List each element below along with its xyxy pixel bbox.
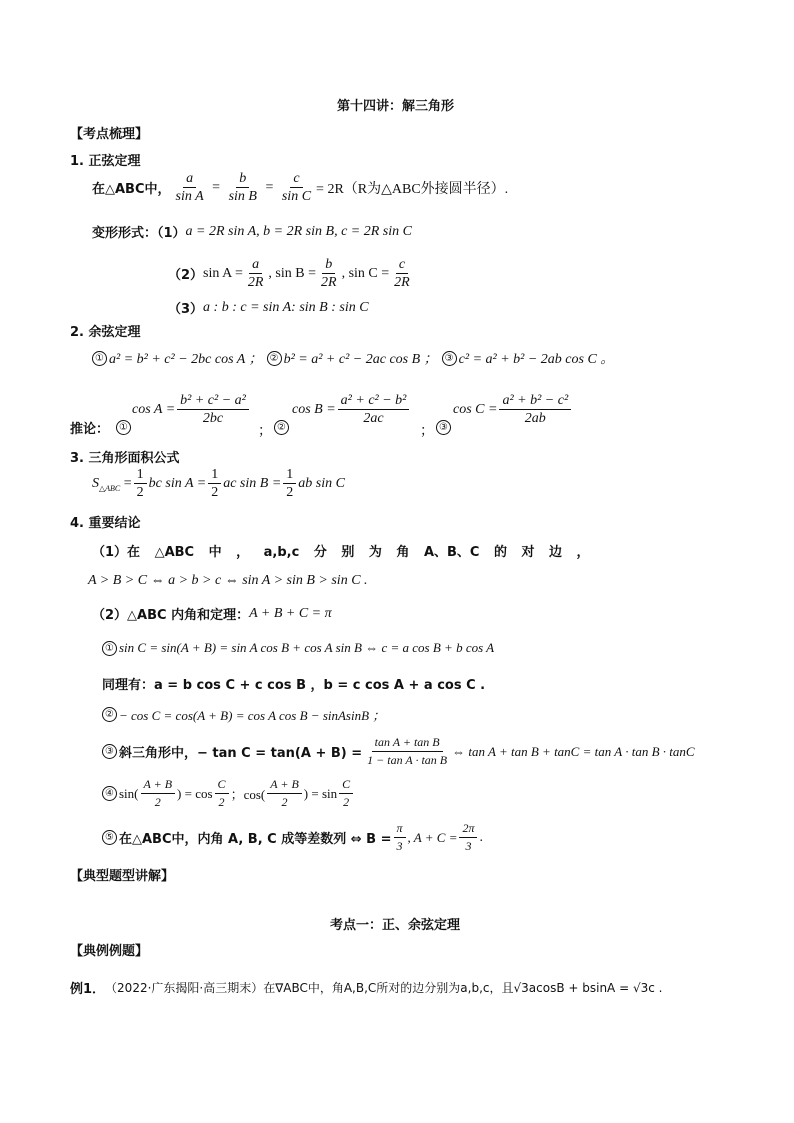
arithmetic-seq-end: . xyxy=(479,829,483,845)
variant-label: 变形形式：（1） xyxy=(92,226,186,241)
inference-label: 推论： xyxy=(70,422,110,437)
inference-1-lhs: cos A = xyxy=(132,401,176,417)
frac-den: 2 xyxy=(286,485,294,500)
circled-number: ② xyxy=(267,351,282,366)
half-angle-sin: ) = sin xyxy=(303,785,338,801)
half-angle-cos-open: ；cos( xyxy=(230,787,266,802)
frac-den: 2R xyxy=(247,275,264,290)
conclusion-1-line-1: （1）在 △ABC 中 ， a,b,c 分 别 为 角 A、B、C 的 对 边 ， xyxy=(92,545,590,560)
frac-num: π xyxy=(394,820,406,838)
heading-cosine-law: 2. 余弦定理 xyxy=(70,325,141,340)
circled-number: ④ xyxy=(102,786,117,801)
frac-den: 2bc xyxy=(202,411,224,426)
variant-2-sina: sin A = xyxy=(203,265,243,281)
cos-sum-formula: − cos C = cos(A + B) = cos A cos B − sinAsinB ； xyxy=(119,708,386,723)
example-1-text: （2022·广东揭阳·高三期末）在∇ABC中，角A,B,C所对的边分别为a,b,c，且√3acosB + bsinA = √3c . xyxy=(105,981,663,995)
variant-form-3 xyxy=(168,298,369,317)
conclusion-2-heading xyxy=(92,604,332,623)
conclusion-2-label: （2）△ABC 内角和定理： xyxy=(92,608,250,623)
frac-num: C xyxy=(339,776,353,794)
frac-num: a xyxy=(183,170,196,188)
page-title: 第十四讲：解三角形 xyxy=(337,99,455,114)
frac-num: 2π xyxy=(459,820,477,838)
frac-den: 2ab xyxy=(524,411,546,426)
section-heading-typical-problems: 【典型题型讲解】 xyxy=(70,869,175,884)
area-term-2: ac sin B = xyxy=(223,475,282,491)
area-subscript: △ABC xyxy=(99,484,121,493)
frac-num: b xyxy=(322,256,335,274)
sine-law-formula: 在△ABC中， $\frac{a}{\text{sin A}}$ = $\frac{b}{\text{sin B}}$ = $\frac{c}{\text{sin C}}$ = 2R（R为△ABC外接圆半径）. xyxy=(92,171,509,204)
example-1 xyxy=(70,978,662,997)
cosine-law-1: a² = b² + c² − 2bc cos A ； xyxy=(109,352,263,367)
conclusion-2-item-1 xyxy=(102,640,494,656)
frac-den: 2 xyxy=(154,795,161,809)
variant-1-formula: a = 2R sin A, b = 2R sin B, c = 2R sin C xyxy=(185,223,412,239)
frac-num: A + B xyxy=(141,776,176,794)
frac-den: 2 xyxy=(211,485,219,500)
frac-den: 3 xyxy=(396,839,403,853)
frac-den: 1 − tan A · tan B xyxy=(367,753,448,767)
conclusion-2-item-4 xyxy=(102,776,355,811)
circled-number: ① xyxy=(102,641,117,656)
circled-number: ③ xyxy=(102,744,117,759)
separator: ； xyxy=(258,423,272,439)
half-angle-cos: ) = cos xyxy=(177,785,213,801)
cosine-law-formulas xyxy=(92,348,614,368)
conclusion-1-line-2: A > B > C ⇔ a > b > c ⇔ sin A > sin B > sin C . xyxy=(88,573,368,588)
heading-sine-law: 1. 正弦定理 xyxy=(70,154,141,169)
frac-num: a xyxy=(249,256,262,274)
variant-2-sinb: , sin B = xyxy=(268,265,316,281)
circled-number: ② xyxy=(102,707,117,722)
frac-den: 2R xyxy=(321,275,337,290)
circled-number: ⑤ xyxy=(102,830,117,845)
frac-num: 1 xyxy=(134,466,147,484)
conclusion-2-item-5 xyxy=(102,820,483,855)
frac-num: c xyxy=(396,256,408,274)
circled-number: ③ xyxy=(436,420,451,435)
variant-2-sinc: , sin C = xyxy=(341,265,390,281)
frac-den: sin B xyxy=(228,189,257,204)
circled-number: ② xyxy=(274,420,289,435)
section-heading-examples: 【典例例题】 xyxy=(70,944,149,959)
half-angle-sin-open: sin( xyxy=(119,785,139,801)
projection-formula: sin C = sin(A + B) = sin A cos B + cos A sin B ⇔ c = a cos B + b cos A xyxy=(119,640,495,655)
cosine-law-3: c² = a² + b² − 2ab cos C 。 xyxy=(458,352,615,367)
frac-num: C xyxy=(215,776,229,794)
area-term-1: bc sin A = xyxy=(148,475,207,491)
variant-2-label: （2） xyxy=(168,268,204,283)
frac-den: 2 xyxy=(136,485,144,500)
frac-num: b xyxy=(236,170,249,188)
similarly-line: 同理有：a = b cos C + c cos B ，b = c cos A + a cos C . xyxy=(102,678,486,693)
section-heading-key-points: 【考点梳理】 xyxy=(70,127,149,142)
frac-den: 2 xyxy=(343,795,350,809)
arithmetic-seq-mid: , A + C = xyxy=(407,829,458,845)
frac-num: c xyxy=(290,170,302,188)
frac-num: tan A + tan B xyxy=(372,734,443,752)
area-equals: = xyxy=(123,475,132,491)
circled-number: ① xyxy=(92,351,107,366)
sine-law-suffix: = 2R（R为△ABC外接圆半径）. xyxy=(316,181,509,197)
variant-form-1 xyxy=(92,222,412,241)
frac-den: 2 xyxy=(218,795,225,809)
circled-number: ③ xyxy=(442,351,457,366)
frac-num: 1 xyxy=(283,466,296,484)
area-formula xyxy=(92,466,345,501)
angle-sum-formula: A + B + C = π xyxy=(249,605,332,621)
inference-cos-b xyxy=(292,392,411,427)
frac-num: A + B xyxy=(267,776,302,794)
circled-number: ① xyxy=(116,420,131,435)
variant-3-label: （3） xyxy=(168,302,204,317)
heading-important-conclusions: 4. 重要结论 xyxy=(70,516,141,531)
arithmetic-seq-lhs: 在△ABC中，内角 A, B, C 成等差数列 ⇔ B = xyxy=(119,832,392,847)
inference-2-lhs: cos B = xyxy=(292,401,336,417)
frac-num: a² + c² − b² xyxy=(338,392,410,410)
inference-3-lhs: cos C = xyxy=(453,401,498,417)
inference-cos-a xyxy=(132,392,251,427)
frac-num: 1 xyxy=(208,466,221,484)
conclusion-2-item-2 xyxy=(102,705,385,724)
separator: ； xyxy=(420,423,434,439)
frac-den: 3 xyxy=(465,839,472,853)
heading-area-formula: 3. 三角形面积公式 xyxy=(70,451,180,466)
area-symbol: S xyxy=(92,475,99,491)
area-term-3: ab sin C xyxy=(298,475,345,491)
frac-den: sin C xyxy=(281,189,312,204)
cosine-law-2: b² = a² + c² − 2ac cos B ； xyxy=(283,352,438,367)
conclusion-2-item-3 xyxy=(102,734,695,769)
frac-den: 2 xyxy=(281,795,288,809)
frac-den: sin A xyxy=(175,189,204,204)
example-1-label: 例1． xyxy=(70,982,106,997)
tan-formula-lhs: 斜三角形中，− tan C = tan(A + B) = xyxy=(119,746,363,761)
frac-num: a² + b² − c² xyxy=(499,392,571,410)
inference-cos-c xyxy=(453,392,573,427)
frac-num: b² + c² − a² xyxy=(177,392,249,410)
variant-form-2 xyxy=(168,256,415,291)
frac-den: 2R xyxy=(394,275,410,290)
variant-3-formula: a : b : c = sin A: sin B : sin C xyxy=(203,299,369,315)
tan-formula-rhs: ⇔ tan A + tan B + tanC = tan A · tan B · tanC xyxy=(452,743,695,759)
topic-heading: 考点一：正、余弦定理 xyxy=(330,918,461,933)
sine-law-prefix: 在△ABC中， xyxy=(92,182,171,197)
frac-den: 2ac xyxy=(363,411,384,426)
